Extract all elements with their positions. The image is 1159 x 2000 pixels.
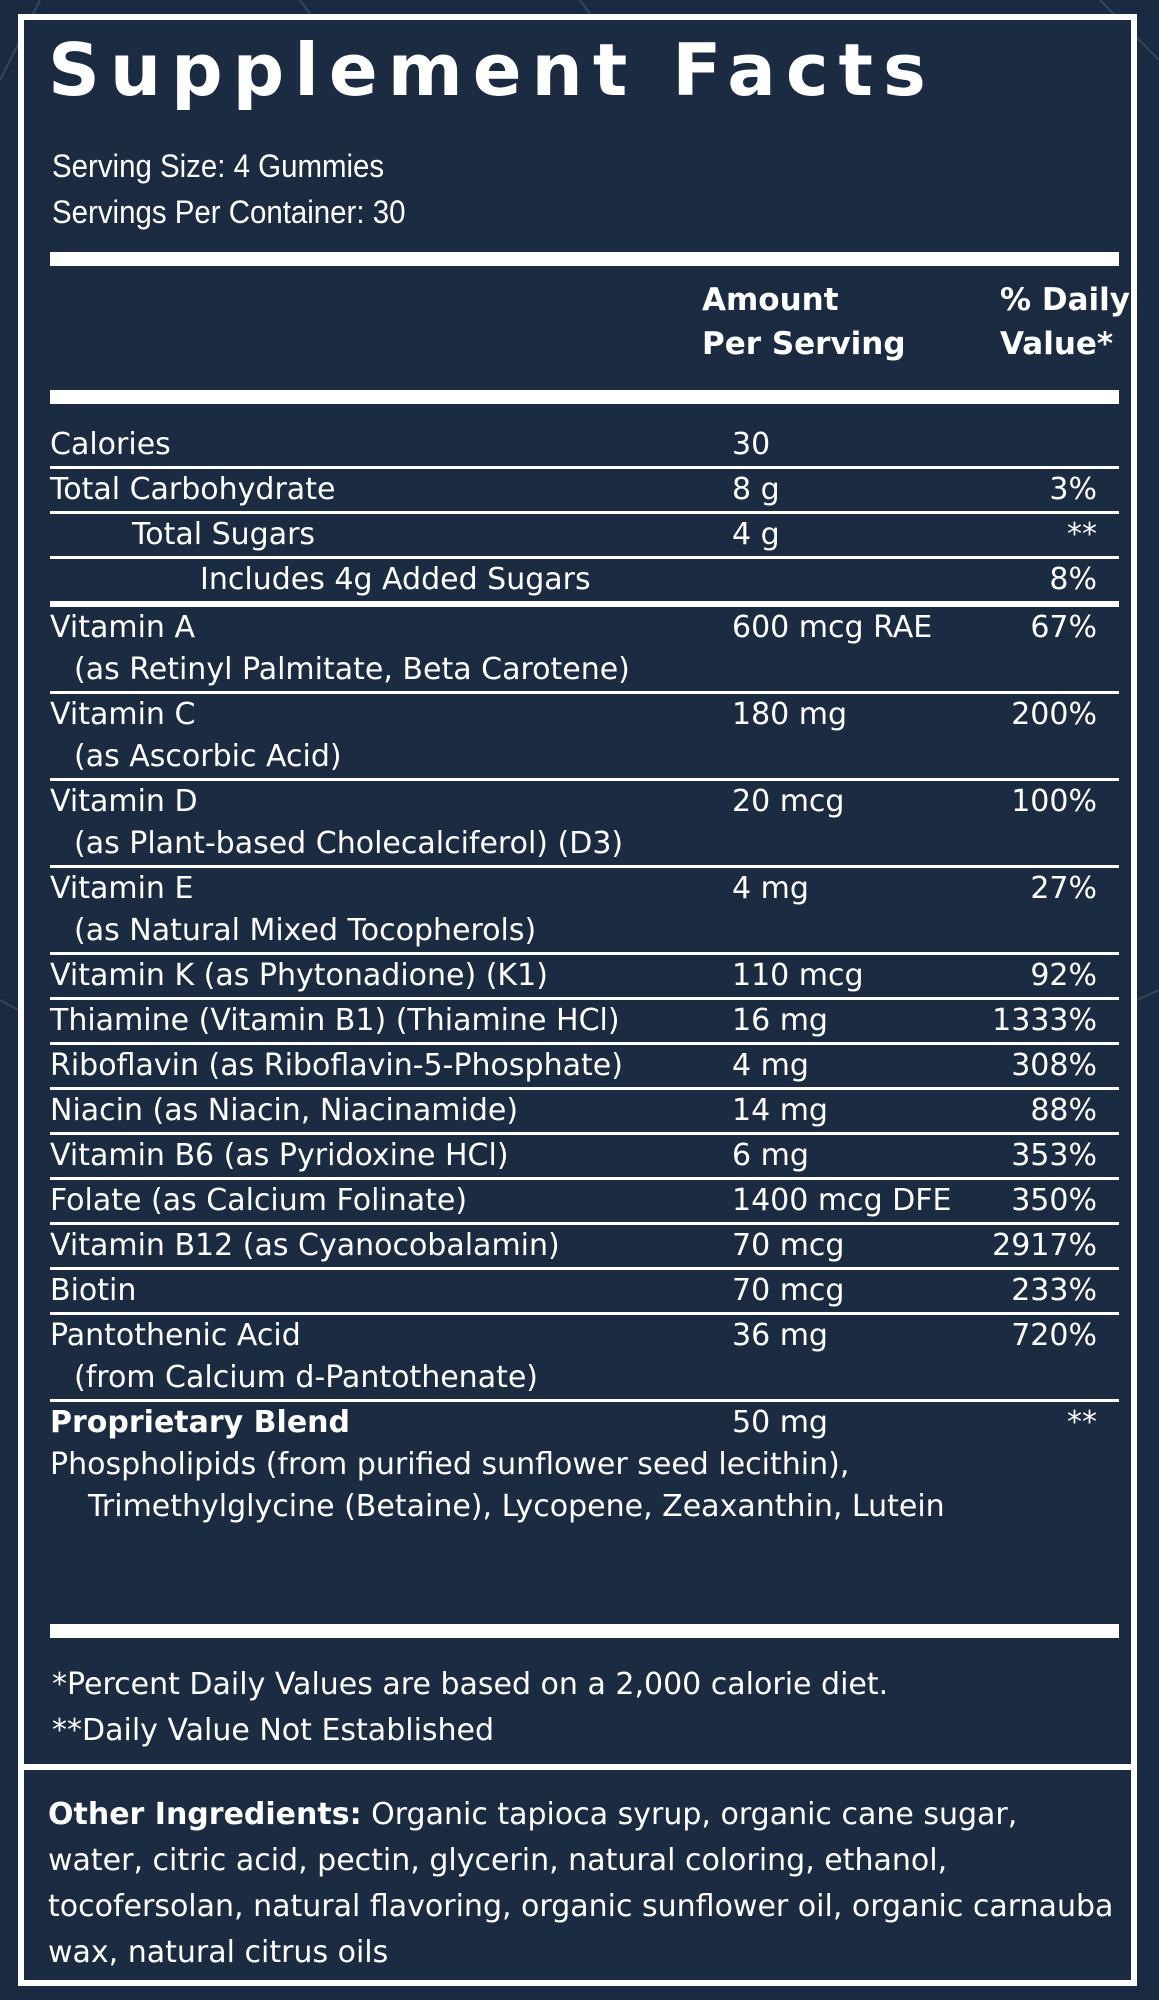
amount-header-line1: Amount: [702, 282, 839, 318]
thick-divider-header: [50, 390, 1119, 404]
nutrient-amount: 8 g: [732, 472, 780, 507]
nutrient-amount: 14 mg: [732, 1093, 828, 1128]
table-row: [50, 1315, 1119, 1402]
nutrient-amount: 600 mcg RAE: [732, 610, 933, 645]
nutrient-name: Vitamin B6 (as Pyridoxine HCl): [50, 1138, 509, 1173]
table-row: [50, 607, 1119, 694]
nutrient-amount: 110 mcg: [732, 958, 864, 993]
nutrient-source: (as Retinyl Palmitate, Beta Carotene): [74, 652, 630, 687]
nutrient-dv: 233%: [1011, 1273, 1097, 1308]
nutrient-dv: 350%: [1011, 1183, 1097, 1218]
nutrient-amount: 70 mcg: [732, 1273, 845, 1308]
dv-header-line2: Value*: [1000, 326, 1114, 362]
nutrient-name: Vitamin C: [50, 697, 196, 732]
nutrient-table: [50, 424, 1119, 1528]
nutrient-name: Vitamin B12 (as Cyanocobalamin): [50, 1228, 560, 1263]
table-row: [50, 1270, 1119, 1315]
nutrient-amount: 30: [732, 427, 771, 462]
blend-name: Proprietary Blend: [50, 1405, 350, 1440]
table-row: [50, 1000, 1119, 1045]
nutrient-name: Riboflavin (as Riboflavin-5-Phosphate): [50, 1048, 623, 1083]
nutrient-amount: 4 mg: [732, 871, 809, 906]
other-ingredients-divider: [24, 1764, 1131, 1770]
table-row: [50, 1090, 1119, 1135]
table-row: [50, 1180, 1119, 1225]
blend-ingredients-line1: Phospholipids (from purified sunflower seed lecithin),: [50, 1447, 850, 1482]
nutrient-name: Total Carbohydrate: [50, 472, 336, 507]
blend-dv: **: [1067, 1405, 1097, 1440]
other-ingredients-label: Other Ingredients:: [48, 1797, 362, 1832]
table-row: [50, 424, 1119, 469]
nutrient-name: Vitamin K (as Phytonadione) (K1): [50, 958, 548, 993]
nutrient-name: Folate (as Calcium Folinate): [50, 1183, 468, 1218]
nutrient-dv: **: [1067, 517, 1097, 552]
nutrient-amount: 20 mcg: [732, 784, 845, 819]
nutrient-name: Thiamine (Vitamin B1) (Thiamine HCl): [50, 1003, 620, 1038]
nutrient-dv: 100%: [1011, 784, 1097, 819]
nutrient-dv: 2917%: [992, 1228, 1097, 1263]
table-row: [50, 514, 1119, 559]
nutrient-dv: 353%: [1011, 1138, 1097, 1173]
nutrient-dv: 92%: [1030, 958, 1097, 993]
serving-size: Serving Size: 4 Gummies: [52, 148, 385, 184]
supplement-facts-panel: [18, 14, 1137, 1986]
proprietary-blend-row: [50, 1402, 1119, 1528]
nutrient-name: Calories: [50, 427, 171, 462]
nutrient-amount: 180 mg: [732, 697, 848, 732]
table-row: [50, 469, 1119, 514]
nutrient-source: (as Natural Mixed Tocopherols): [74, 913, 537, 948]
nutrient-dv: 720%: [1011, 1318, 1097, 1353]
nutrient-dv: 3%: [1049, 472, 1097, 507]
table-row: [50, 559, 1119, 607]
footnote-not-established: **Daily Value Not Established: [52, 1713, 495, 1748]
nutrient-dv: 27%: [1030, 871, 1097, 906]
nutrient-amount: 6 mg: [732, 1138, 809, 1173]
nutrient-name: Vitamin A: [50, 610, 195, 645]
nutrient-amount: 36 mg: [732, 1318, 828, 1353]
nutrient-name: Total Sugars: [132, 517, 316, 552]
footnote-percent-dv: *Percent Daily Values are based on a 2,000 calorie diet.: [52, 1667, 889, 1702]
table-row: [50, 1225, 1119, 1270]
blend-ingredients-line2: Trimethylglycine (Betaine), Lycopene, Zeaxanthin, Lutein: [88, 1489, 945, 1524]
nutrient-source: (as Ascorbic Acid): [74, 739, 342, 774]
amount-header-line2: Per Serving: [702, 326, 906, 362]
thick-divider-top: [50, 252, 1119, 266]
daily-value-header: [1000, 278, 1130, 366]
nutrient-source: (from Calcium d-Pantothenate): [74, 1360, 539, 1395]
table-row: [50, 1135, 1119, 1180]
nutrient-dv: 200%: [1011, 697, 1097, 732]
other-ingredients: [48, 1792, 1118, 1976]
table-row: [50, 955, 1119, 1000]
table-row: [50, 694, 1119, 781]
nutrient-name: Pantothenic Acid: [50, 1318, 301, 1353]
amount-header: [702, 278, 906, 366]
nutrient-name: Vitamin D: [50, 784, 198, 819]
nutrient-dv: 67%: [1030, 610, 1097, 645]
panel-title: Supplement Facts: [48, 28, 936, 112]
servings-per-container: Servings Per Container: 30: [52, 194, 406, 230]
table-row: [50, 868, 1119, 955]
nutrient-amount: 1400 mcg DFE: [732, 1183, 952, 1218]
nutrient-amount: 4 g: [732, 517, 780, 552]
nutrient-amount: 16 mg: [732, 1003, 828, 1038]
table-row: [50, 781, 1119, 868]
nutrient-dv: 308%: [1011, 1048, 1097, 1083]
nutrient-dv: 8%: [1049, 562, 1097, 597]
nutrient-name: Niacin (as Niacin, Niacinamide): [50, 1093, 519, 1128]
nutrient-name: Includes 4g Added Sugars: [200, 562, 591, 597]
dv-header-line1: % Daily: [1000, 282, 1130, 318]
nutrient-amount: 4 mg: [732, 1048, 809, 1083]
nutrient-source: (as Plant-based Cholecalciferol) (D3): [74, 826, 624, 861]
nutrient-dv: 1333%: [992, 1003, 1097, 1038]
blend-amount: 50 mg: [732, 1405, 828, 1440]
nutrient-dv: 88%: [1030, 1093, 1097, 1128]
thick-divider-bottom: [50, 1624, 1119, 1638]
table-row: [50, 1045, 1119, 1090]
nutrient-name: Vitamin E: [50, 871, 194, 906]
nutrient-amount: 70 mcg: [732, 1228, 845, 1263]
other-ingredients-text: Organic tapioca syrup, organic cane sugar, water, citric acid, pectin, glycerin, natural coloring, ethanol, tocofersolan, natural flavoring, organic sunflower oil, organic carnauba wax, natural citrus oils: [48, 1797, 1114, 1970]
nutrient-name: Biotin: [50, 1273, 137, 1308]
